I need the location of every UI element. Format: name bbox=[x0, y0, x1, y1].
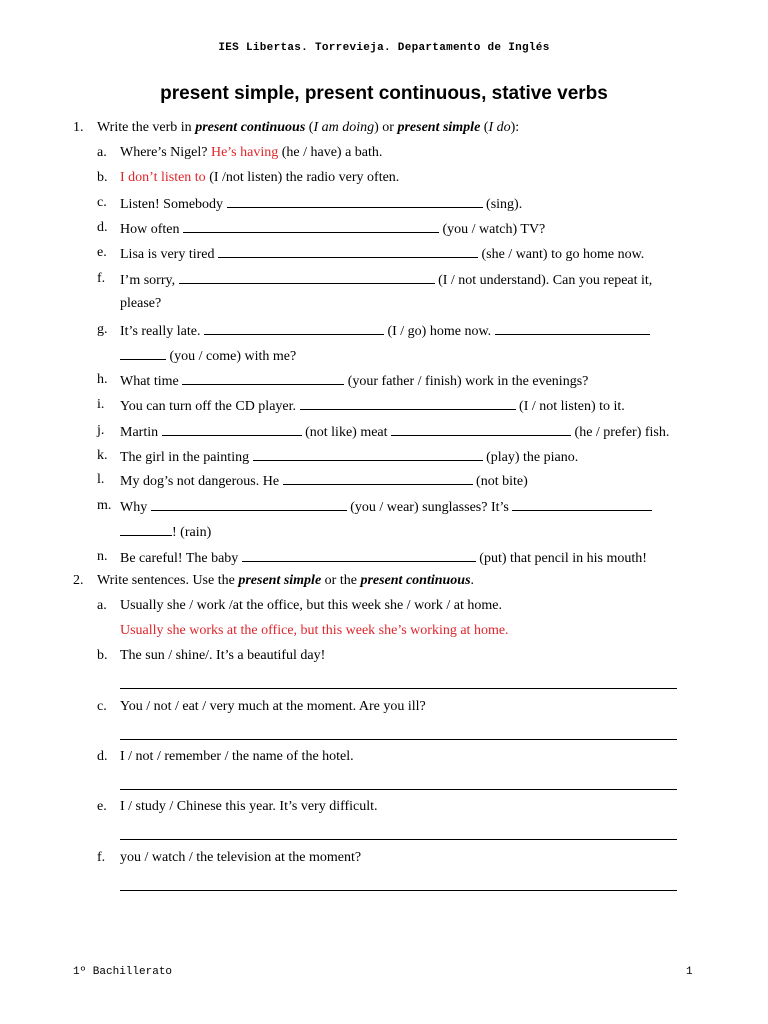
answer-line[interactable] bbox=[120, 890, 677, 891]
answer-blank[interactable] bbox=[120, 345, 166, 360]
answer-blank[interactable] bbox=[391, 421, 571, 436]
answer-blank[interactable] bbox=[300, 395, 516, 410]
answer-blank[interactable] bbox=[283, 470, 473, 485]
answer-line[interactable] bbox=[120, 789, 677, 790]
footer-course: 1º Bachillerato bbox=[73, 966, 173, 978]
answer-line[interactable] bbox=[120, 688, 677, 689]
answer-blank[interactable] bbox=[120, 521, 172, 536]
document-header: IES Libertas. Torrevieja. Departamento de Inglés bbox=[218, 42, 550, 54]
answer-line[interactable] bbox=[120, 839, 677, 840]
answer-blank[interactable] bbox=[253, 446, 483, 461]
answer-blank[interactable] bbox=[218, 243, 478, 258]
answer-blank[interactable] bbox=[512, 496, 652, 511]
example-answer: He’s having bbox=[210, 145, 279, 160]
answer-blank[interactable] bbox=[495, 320, 650, 335]
answer-blank[interactable] bbox=[183, 218, 439, 233]
answer-blank[interactable] bbox=[204, 320, 384, 335]
exercise-number: 1. bbox=[73, 120, 84, 135]
answer-blank[interactable] bbox=[242, 547, 476, 562]
answer-blank[interactable] bbox=[151, 496, 347, 511]
answer-blank[interactable] bbox=[179, 269, 435, 284]
example-answer: I don’t listen to bbox=[120, 170, 206, 185]
answer-line[interactable] bbox=[120, 739, 677, 740]
exercise-number: 2. bbox=[73, 573, 84, 588]
example-answer: Usually she works at the office, but this week she’s working at home. bbox=[120, 623, 509, 638]
page-number: 1 bbox=[686, 966, 693, 978]
answer-blank[interactable] bbox=[227, 193, 483, 208]
answer-blank[interactable] bbox=[162, 421, 302, 436]
answer-blank[interactable] bbox=[182, 370, 344, 385]
page-title: present simple, present continuous, stative verbs bbox=[160, 83, 608, 104]
